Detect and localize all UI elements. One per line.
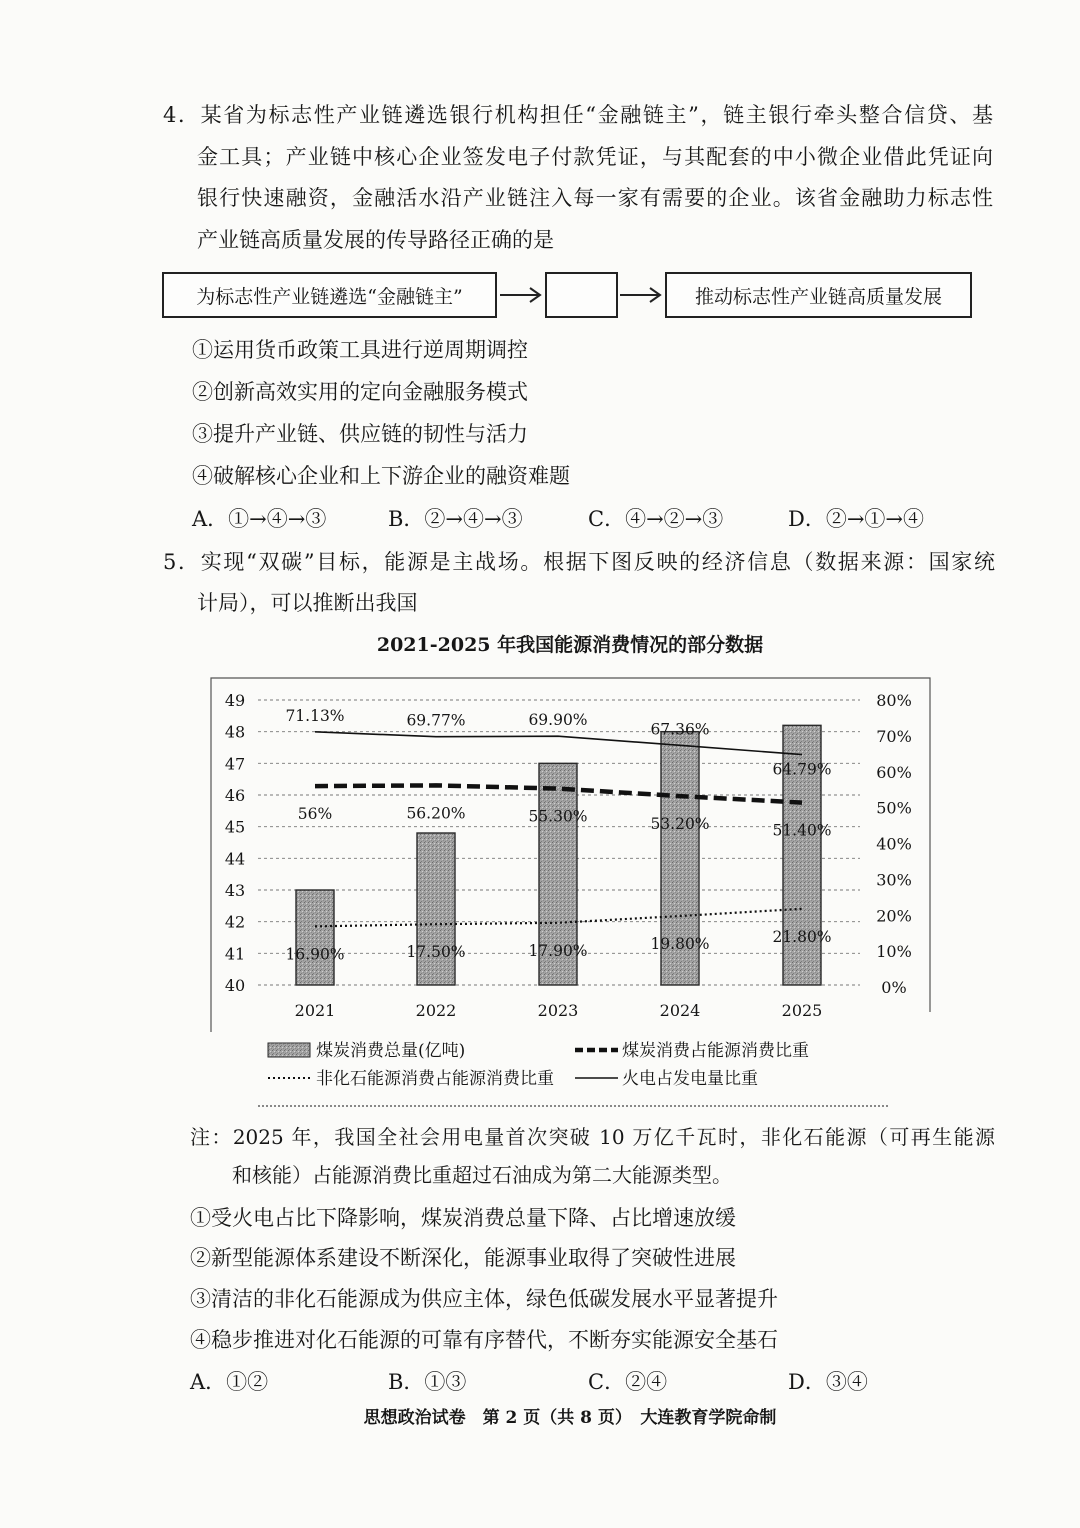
y-left-tick-label: 49 [224, 691, 246, 710]
q4-choice-d: D．②→①→④ [788, 507, 925, 531]
line-nonfossil-share-data-label: 16.90% [285, 945, 345, 964]
q5-stem-line: 计局），可以推断出我国 [197, 591, 418, 615]
x-tick-label: 2024 [659, 1001, 701, 1020]
flow-blank-box [545, 272, 618, 318]
q5-choice-b: B．①③ [388, 1370, 467, 1394]
q4-choice-c: C．④→②→③ [588, 507, 724, 531]
x-tick-label: 2022 [415, 1001, 457, 1020]
y-right-tick-label: 10% [876, 942, 912, 962]
line-nonfossil-share-data-label: 17.50% [406, 943, 466, 962]
energy-consumption-chart [200, 670, 940, 1120]
line-coal-share-data-label: 55.30% [528, 807, 588, 826]
line-nonfossil-share-data-label: 17.90% [528, 941, 588, 960]
q5-choice-c: C．②④ [588, 1370, 668, 1394]
q5-option: ③清洁的非化石能源成为供应主体，绿色低碳发展水平显著提升 [190, 1287, 778, 1311]
y-right-tick-label: 20% [876, 906, 912, 926]
y-right-tick-label: 60% [876, 762, 912, 782]
y-left-tick-label: 40 [224, 976, 246, 995]
y-left-tick-label: 42 [224, 912, 246, 932]
y-right-tick-label: 0% [881, 978, 907, 997]
y-left-tick-label: 41 [224, 944, 246, 964]
arrow-right-icon [498, 284, 544, 306]
line-coal-share-data-label: 51.40% [772, 821, 832, 840]
x-tick-label: 2021 [294, 1001, 336, 1020]
y-left-tick-label: 44 [224, 849, 246, 869]
q5-option: ①受火电占比下降影响，煤炭消费总量下降、占比增速放缓 [190, 1206, 736, 1230]
q4-stem-line: 银行快速融资，金融活水沿产业链注入每一家有需要的企业。该省金融助力标志性 [197, 186, 993, 210]
legend-label: 煤炭消费总量(亿吨) [316, 1041, 466, 1061]
flow-end-label: 推动标志性产业链高质量发展 [694, 285, 942, 308]
flow-start-label: 为标志性产业链遴选“金融链主” [196, 285, 463, 308]
bar-coal-consumption [417, 833, 455, 985]
line-nonfossil-share-data-label: 19.80% [650, 934, 710, 953]
q5-choice-d: D．③④ [788, 1370, 868, 1394]
q4-option: ②创新高效实用的定向金融服务模式 [192, 380, 528, 404]
line-thermal-power-share-data-label: 69.77% [406, 711, 466, 730]
q5-choice-a: A．①② [190, 1370, 269, 1394]
legend-label: 非化石能源消费占能源消费比重 [316, 1069, 554, 1089]
q5-option: ②新型能源体系建设不断深化，能源事业取得了突破性进展 [190, 1246, 736, 1270]
line-thermal-power-share-data-label: 71.13% [285, 706, 345, 725]
legend-swatch-bar [268, 1043, 310, 1057]
line-thermal-power-share-data-label: 67.36% [650, 720, 710, 739]
q4-option: ③提升产业链、供应链的韧性与活力 [192, 422, 528, 446]
q5-option: ④稳步推进对化石能源的可靠有序替代，不断夯实能源安全基石 [190, 1328, 778, 1352]
y-right-tick-label: 70% [876, 726, 912, 746]
page-footer: 思想政治试卷 第 2 页（共 8 页） 大连教育学院命制 [363, 1408, 777, 1428]
q4-option: ①运用货币政策工具进行逆周期调控 [192, 338, 528, 362]
line-coal-share-data-label: 56.20% [406, 804, 466, 823]
q5-note-line: 和核能）占能源消费比重超过石油成为第二大能源类型。 [232, 1163, 732, 1187]
y-right-tick-label: 30% [876, 870, 912, 890]
legend-label: 火电占发电量比重 [622, 1069, 758, 1089]
q4-choice-a: A．①→④→③ [192, 507, 327, 531]
q4-option: ④破解核心企业和上下游企业的融资难题 [192, 464, 570, 488]
q4-stem-line: 产业链高质量发展的传导路径正确的是 [197, 228, 554, 252]
y-left-tick-label: 48 [224, 722, 246, 742]
x-tick-label: 2025 [781, 1001, 823, 1020]
y-right-tick-label: 50% [876, 798, 912, 818]
y-left-tick-label: 47 [224, 754, 246, 774]
line-thermal-power-share [315, 732, 802, 755]
arrow-right-icon [618, 284, 664, 306]
legend-label: 煤炭消费占能源消费比重 [622, 1041, 809, 1061]
chart-title: 2021-2025 年我国能源消费情况的部分数据 [376, 634, 764, 656]
flow-start-box [162, 272, 497, 318]
q5-stem-line: 5．实现“双碳”目标，能源是主战场。根据下图反映的经济信息（数据来源：国家统 [163, 550, 995, 574]
line-nonfossil-share-data-label: 21.80% [772, 927, 832, 946]
line-thermal-power-share-data-label: 69.90% [528, 711, 588, 730]
y-right-tick-label: 40% [876, 834, 912, 854]
bar-coal-consumption [296, 890, 334, 985]
y-left-tick-label: 45 [224, 817, 246, 837]
q5-note-line: 注：2025 年，我国全社会用电量首次突破 10 万亿千瓦时，非化石能源（可再生能源 [190, 1125, 995, 1149]
q4-stem-line: 金工具；产业链中核心企业签发电子付款凭证，与其配套的中小微企业借此凭证向 [197, 145, 993, 169]
flow-end-box [665, 272, 972, 318]
line-coal-share-data-label: 56% [297, 805, 333, 824]
y-right-tick-label: 80% [876, 691, 912, 710]
line-coal-share-data-label: 53.20% [650, 815, 710, 834]
q4-choice-b: B．②→④→③ [388, 507, 523, 531]
line-thermal-power-share-data-label: 64.79% [772, 760, 832, 779]
y-left-tick-label: 43 [224, 881, 246, 900]
y-left-tick-label: 46 [224, 786, 246, 805]
x-tick-label: 2023 [537, 1001, 579, 1020]
q4-stem-line: 4．某省为标志性产业链遴选银行机构担任“金融链主”，链主银行牵头整合信贷、基 [163, 103, 993, 127]
